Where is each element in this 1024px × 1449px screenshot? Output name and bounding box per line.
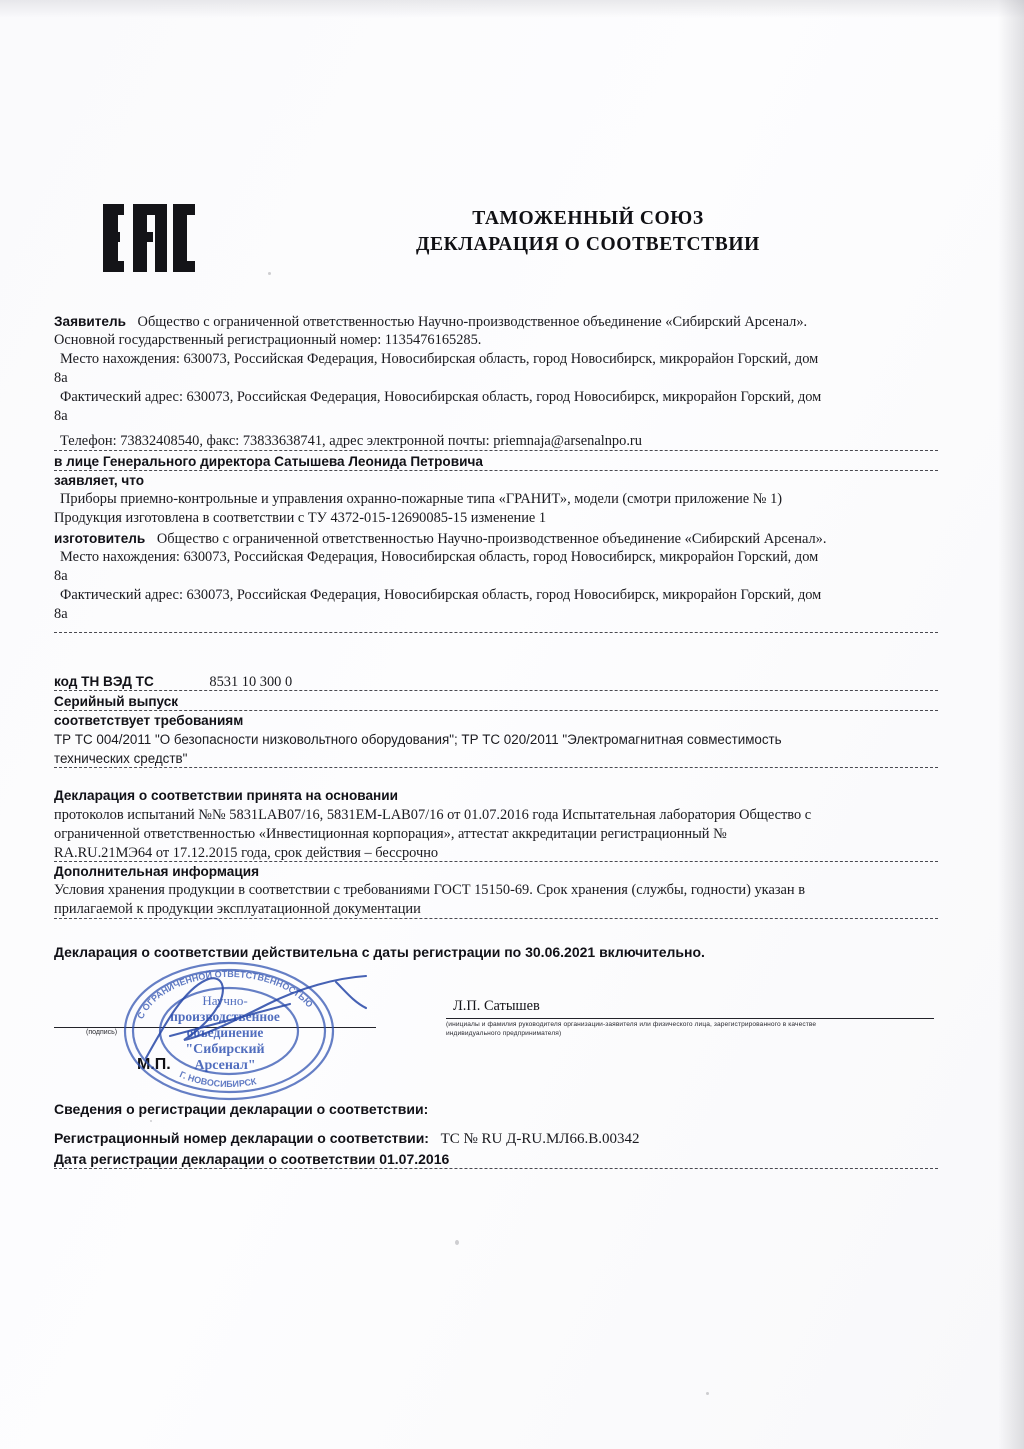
form-rule: [54, 450, 938, 451]
manufacturer-label: изготовитель: [54, 531, 146, 546]
conformity-label-row: [54, 711, 934, 731]
signature-rule: [54, 1027, 376, 1028]
basis-line1: протоколов испытаний №№ 5831LAB07/16, 5831EM-LAB07/16 от 01.07.2016 года Испытательная лаборатория Общество с: [54, 807, 812, 823]
manufacturer-location-line2: 8а: [54, 568, 68, 584]
applicant-ogrn-row: [54, 331, 934, 350]
registration-number-row: [54, 1129, 934, 1149]
applicant-ogrn: Основной государственный регистрационный номер: 1135476165285.: [54, 332, 482, 348]
applicant-actual-line1: Фактический адрес: 630073, Российская Федерация, Новосибирская область, город Новосибирск, микрорайон Горский, дом: [60, 389, 822, 405]
additional-row2: [54, 900, 934, 919]
manufacturer-actual-row1: [60, 586, 940, 605]
applicant-section: [54, 312, 934, 332]
applicant-representative-row: [54, 452, 934, 472]
document-header: [48, 196, 978, 278]
signatory-caption-line1: (инициалы и фамилия руководителя организации-заявителя или физического лица, зарегистрированного в качестве: [446, 1021, 817, 1028]
product-line1: Приборы приемно-контрольные и управления охранно-пожарные типа «ГРАНИТ», модели (смотри приложение № 1): [60, 491, 783, 507]
applicant-actual-row1: [60, 388, 940, 407]
tnved-label: код ТН ВЭД ТС: [54, 674, 154, 689]
declares-label-row: [54, 471, 934, 491]
registration-number-label: Регистрационный номер декларации о соответствии:: [54, 1130, 429, 1146]
serial-row: [54, 692, 934, 712]
document-title-line2: ДЕКЛАРАЦИЯ О СООТВЕТСТВИИ: [416, 234, 760, 255]
scan-shadow-top: [0, 0, 1024, 18]
basis-line3: RA.RU.21МЭ64 от 17.12.2015 года, срок действия – бессрочно: [54, 845, 439, 861]
scan-speck: [150, 1120, 152, 1122]
applicant-actual-line2: 8а: [54, 408, 68, 424]
manufacturer-actual-line1: Фактический адрес: 630073, Российская Федерация, Новосибирская область, город Новосибирск, микрорайон Горский, дом: [60, 587, 822, 603]
basis-row1: [54, 806, 934, 825]
document-title-group: [258, 206, 918, 258]
scan-speck: [706, 1392, 709, 1395]
svg-text:Г. НОВОСИБИРСК: Г. НОВОСИБИРСК: [178, 1069, 258, 1090]
applicant-location-row2: [54, 369, 934, 388]
signatory-rule: [446, 1018, 934, 1019]
applicant-contacts: Телефон: 73832408540, факс: 73833638741, адрес электронной почты: priemnaja@arsenalnpo.ru: [60, 433, 642, 449]
conformity-label: соответствует требованиям: [54, 713, 244, 728]
form-rule: [54, 1168, 938, 1169]
tnved-value: 8531 10 300 0: [209, 674, 293, 690]
form-rule: [54, 767, 938, 768]
form-rule: [54, 632, 938, 633]
applicant-row: [54, 312, 934, 332]
svg-text:Научно-: Научно-: [202, 993, 248, 1008]
svg-text:объединение: объединение: [186, 1025, 264, 1040]
basis-line2: ограниченной ответственностью «Инвестиционная корпорация», аттестат аккредитации регистрационный №: [54, 826, 727, 842]
scan-shadow-right: [998, 0, 1024, 1449]
manufacturer-location-line1: Место нахождения: 630073, Российская Федерация, Новосибирская область, город Новосибирск, микрорайон Горский, дом: [60, 549, 819, 565]
svg-text:производственное: производственное: [170, 1009, 280, 1024]
conformity-row2: [54, 749, 934, 769]
signatory-name: Л.П. Сатышев: [453, 998, 540, 1014]
conformity-row1: [54, 730, 934, 750]
basis-label: Декларация о соответствии принята на основании: [54, 788, 398, 803]
conformity-line2: технических средств": [54, 751, 188, 766]
validity-text: Декларация о соответствии действительна с даты регистрации по 30.06.2021 включительно.: [54, 944, 705, 960]
scan-speck: [455, 1240, 459, 1245]
form-rule: [54, 918, 938, 919]
registration-heading: Сведения о регистрации декларации о соответствии:: [54, 1101, 429, 1117]
registration-date-row: [54, 1150, 934, 1170]
form-rule: [54, 690, 938, 691]
additional-label: Дополнительная информация: [54, 864, 260, 879]
manufacturer-name: Общество с ограниченной ответственностью Научно-производственное объединение «Сибирский Арсенал».: [156, 531, 827, 547]
applicant-location-line1: Место нахождения: 630073, Российская Федерация, Новосибирская область, город Новосибирск, микрорайон Горский, дом: [60, 351, 819, 367]
tnved-row: [54, 672, 934, 692]
manufacturer-row: [54, 529, 934, 549]
product-row2: [54, 509, 934, 528]
applicant-representative: в лице Генерального директора Сатышева Леонида Петровича: [54, 454, 483, 469]
manufacturer-actual-line2: 8а: [54, 606, 68, 622]
stamp-place-label: М.П.: [137, 1056, 171, 1073]
manufacturer-actual-row2: [54, 605, 934, 624]
applicant-contacts-row: [60, 432, 940, 451]
company-stamp: [118, 955, 340, 1107]
applicant-name: Общество с ограниченной ответственностью Научно-производственное объединение «Сибирский Арсенал».: [137, 314, 808, 330]
conformity-line1: ТР ТС 004/2011 "О безопасности низковольтного оборудования"; ТР ТС 020/2011 "Электромагнитная совместимость: [54, 732, 782, 747]
basis-row2: [54, 825, 934, 844]
product-row1: [60, 490, 940, 509]
serial-label: Серийный выпуск: [54, 694, 179, 709]
registration-number-value: ТС № RU Д-RU.МЛ66.В.00342: [440, 1131, 640, 1147]
additional-line1: Условия хранения продукции в соответствии с требованиями ГОСТ 15150-69. Срок хранения (службы, годности) указан в: [54, 882, 806, 898]
handwritten-signature: [140, 962, 400, 1072]
manufacturer-location-row1: [60, 548, 940, 567]
svg-text:С ОГРАНИЧЕННОЙ ОТВЕТСТВЕННОСТЬ: С ОГРАНИЧЕННОЙ ОТВЕТСТВЕННОСТЬЮ: [135, 968, 315, 1021]
additional-row1: [54, 881, 934, 900]
applicant-location-line2: 8а: [54, 370, 68, 386]
manufacturer-location-row2: [54, 567, 934, 586]
applicant-actual-row2: [54, 407, 934, 426]
registration-date: Дата регистрации декларации о соответствии 01.07.2016: [54, 1151, 450, 1167]
validity-row: [54, 943, 934, 963]
signatory-caption-line2: индивидуального предпринимателя): [446, 1030, 562, 1037]
additional-label-row: [54, 862, 934, 882]
document-title-line1: ТАМОЖЕННЫЙ СОЮЗ: [472, 208, 704, 229]
basis-label-row: [54, 786, 934, 806]
additional-line2: прилагаемой к продукции эксплуатационной документации: [54, 901, 421, 917]
signature-caption: (подпись): [86, 1029, 118, 1036]
applicant-label: Заявитель: [54, 314, 126, 329]
svg-text:Арсенал": Арсенал": [194, 1058, 256, 1073]
svg-text:"Сибирский: "Сибирский: [185, 1042, 265, 1057]
declares-label: заявляет, что: [54, 473, 145, 488]
applicant-location-row1: [60, 350, 940, 369]
registration-heading-row: [54, 1100, 934, 1120]
eac-conformity-mark-icon: [101, 202, 197, 274]
product-line2: Продукция изготовлена в соответствии с ТУ 4372-015-12690085-15 изменение 1: [54, 510, 547, 526]
